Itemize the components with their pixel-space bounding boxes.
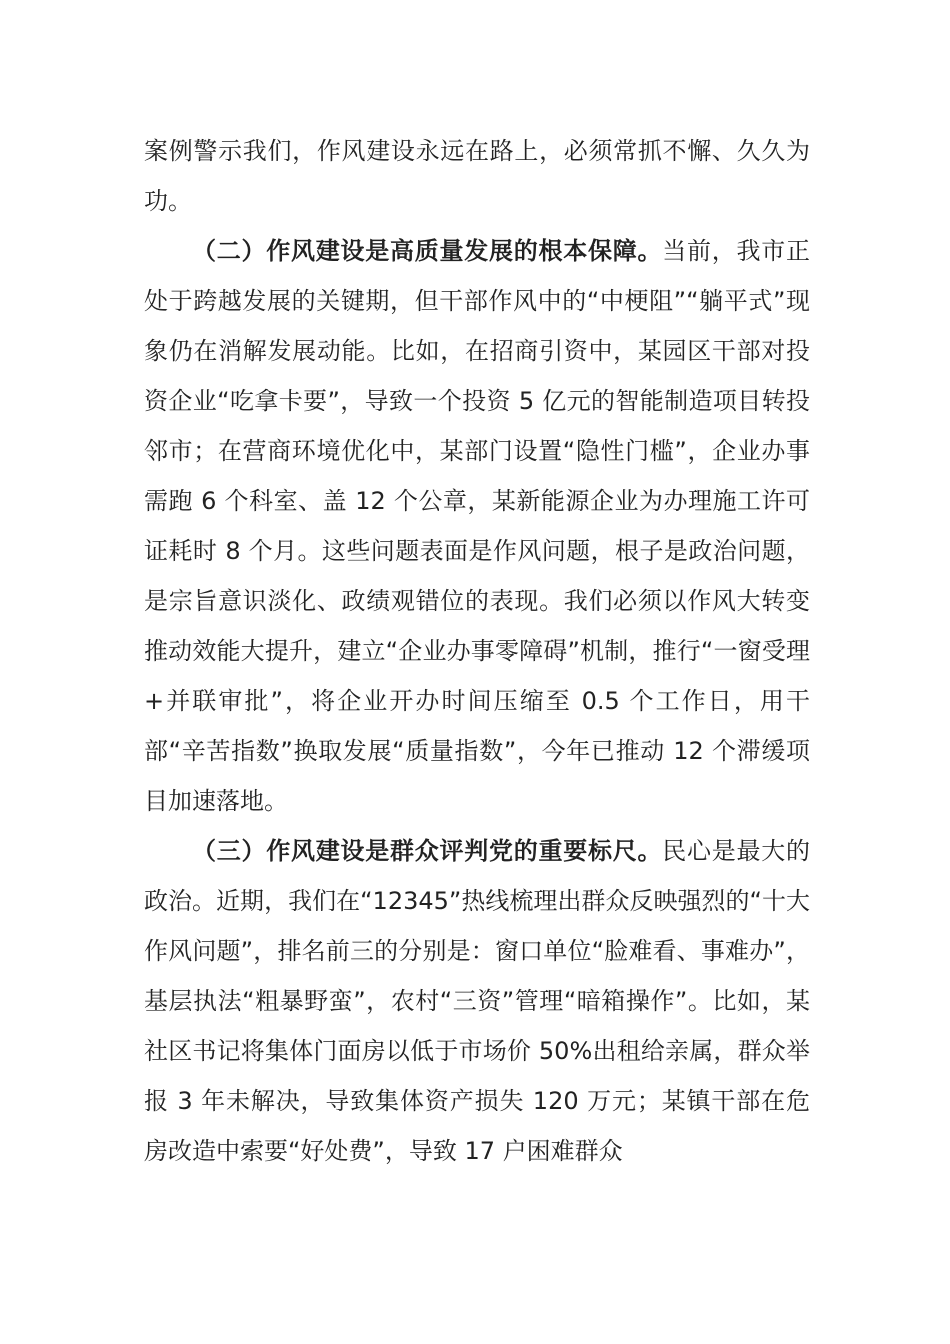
paragraph-text: 民心是最大的政治。近期，我们在“12345”热线梳理出群众反映强烈的“十大作风问题”，排名前三的分别是：窗口单位“脸难看、事难办”，基层执法“粗暴野蛮”，农村“三资”管理“暗箱操作”。比如，某社区书记将集体门面房以低于市场价 50%出租给亲属，群众举报 3 年未解决，导致集体资产损失 120 万元；某镇干部在危房改造中索要“好处费”，导致 17 户困难群众 — [144, 837, 810, 1165]
paragraph-section-three — [144, 826, 810, 1176]
paragraph-text: 当前，我市正处于跨越发展的关键期，但干部作风中的“中梗阻”“躺平式”现象仍在消解发展动能。比如，在招商引资中，某园区干部对投资企业“吃拿卡要”，导致一个投资 5 亿元的智能制造项目转投邻市；在营商环境优化中，某部门设置“隐性门槛”，企业办事需跑 6 个科室、盖 12 个公章，某新能源企业为办理施工许可证耗时 8 个月。这些问题表面是作风问题，根子是政治问题，是宗旨意识淡化、政绩观错位的表现。我们必须以作风大转变推动效能大提升，建立“企业办事零障碍”机制，推行“一窗受理+并联审批”，将企业开办时间压缩至 0.5 个工作日，用干部“辛苦指数”换取发展“质量指数”，今年已推动 12 个滞缓项目加速落地。 — [144, 237, 810, 815]
section-heading: （三）作风建设是群众评判党的重要标尺。 — [192, 837, 663, 865]
paragraph-continuation — [144, 126, 810, 226]
section-heading: （二）作风建设是高质量发展的根本保障。 — [192, 237, 663, 265]
paragraph-text: 案例警示我们，作风建设永远在路上，必须常抓不懈、久久为功。 — [144, 137, 810, 215]
document-body — [144, 126, 810, 1176]
paragraph-section-two — [144, 226, 810, 826]
